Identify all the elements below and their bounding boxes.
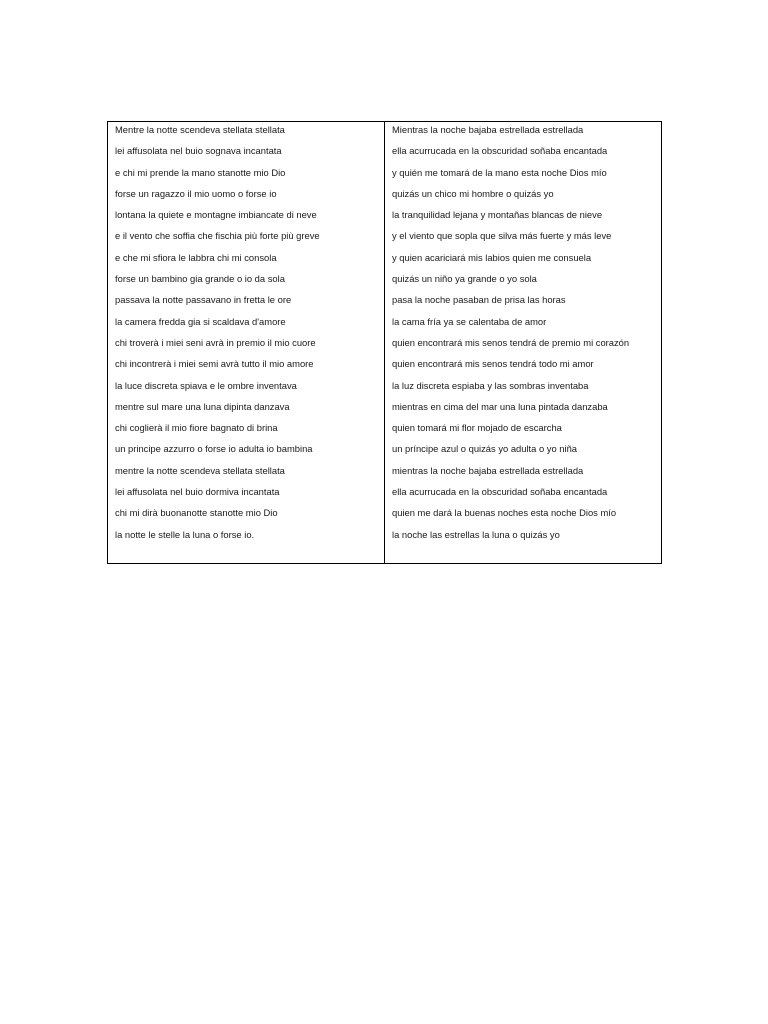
spanish-line: y quien acariciará mis labios quien me consuela	[392, 251, 592, 263]
italian-line: lontana la quiete e montagne imbiancate di neve	[115, 209, 317, 221]
spanish-line: quizás un chico mi hombre o quizás yo	[392, 187, 554, 199]
italian-line: Mentre la notte scendeva stellata stellata	[115, 124, 285, 135]
spanish-line: pasa la noche pasaban de prisa las horas	[392, 294, 566, 306]
spanish-line: ella acurrucada en la obscuridad soñaba encantada	[392, 486, 608, 498]
spanish-column	[385, 122, 661, 563]
italian-line: la notte le stelle la luna o forse io.	[115, 528, 255, 540]
italian-line: chi incontrerà i miei semi avrà tutto il mio amore	[115, 358, 314, 370]
poem-translation-table	[107, 121, 662, 564]
italian-line: lei affusolata nel buio sognava incantata	[115, 145, 282, 157]
spanish-line: ella acurrucada en la obscuridad soñaba encantada	[392, 145, 608, 157]
italian-line: un principe azzurro o forse io adulta io bambina	[115, 443, 313, 455]
spanish-line: quien tomará mi flor mojado de escarcha	[392, 422, 562, 434]
spanish-line: la tranquilidad lejana y montañas blancas de nieve	[392, 209, 603, 221]
spanish-line: Mientras la noche bajaba estrellada estrellada	[392, 124, 584, 135]
spanish-line: mientras en cima del mar una luna pintada danzaba	[392, 400, 608, 412]
italian-line: forse un ragazzo il mio uomo o forse io	[115, 187, 277, 199]
italian-column	[108, 122, 385, 563]
italian-line: chi coglierà il mio fiore bagnato di brina	[115, 422, 278, 434]
spanish-line: la cama fría ya se calentaba de amor	[392, 315, 547, 327]
spanish-line: la noche las estrellas la luna o quizás yo	[392, 528, 560, 540]
spanish-line: quizás un niño ya grande o yo sola	[392, 273, 537, 285]
italian-line: mentre sul mare una luna dipinta danzava	[115, 400, 290, 412]
italian-line: lei affusolata nel buio dormiva incantata	[115, 486, 280, 498]
italian-line: la camera fredda gia si scaldava d'amore	[115, 315, 286, 327]
italian-line: e chi mi prende la mano stanotte mio Dio	[115, 166, 286, 178]
italian-line: passava la notte passavano in fretta le ore	[115, 294, 292, 306]
italian-line: chi troverà i miei seni avrà in premio il mio cuore	[115, 336, 316, 348]
italian-line: forse un bambino gia grande o io da sola	[115, 273, 285, 285]
italian-line: chi mi dirà buonanotte stanotte mio Dio	[115, 507, 278, 519]
spanish-line: y quién me tomará de la mano esta noche Dios mío	[392, 166, 607, 178]
spanish-line: quien me dará la buenas noches esta noche Dios mío	[392, 507, 617, 519]
spanish-line: un príncipe azul o quizás yo adulta o yo niña	[392, 443, 578, 455]
spanish-line: quien encontrará mis senos tendrá de premio mi corazón	[392, 336, 630, 348]
spanish-line: quien encontrará mis senos tendrá todo mi amor	[392, 358, 594, 370]
italian-line: e il vento che soffia che fischia più forte più greve	[115, 230, 320, 242]
spanish-line: y el viento que sopla que silva más fuerte y más leve	[392, 230, 612, 242]
italian-line: la luce discreta spiava e le ombre inventava	[115, 379, 297, 391]
spanish-line: la luz discreta espiaba y las sombras inventaba	[392, 379, 589, 391]
italian-line: e che mi sfiora le labbra chi mi consola	[115, 251, 277, 263]
italian-line: mentre la notte scendeva stellata stellata	[115, 464, 285, 476]
spanish-line: mientras la noche bajaba estrellada estrellada	[392, 464, 584, 476]
